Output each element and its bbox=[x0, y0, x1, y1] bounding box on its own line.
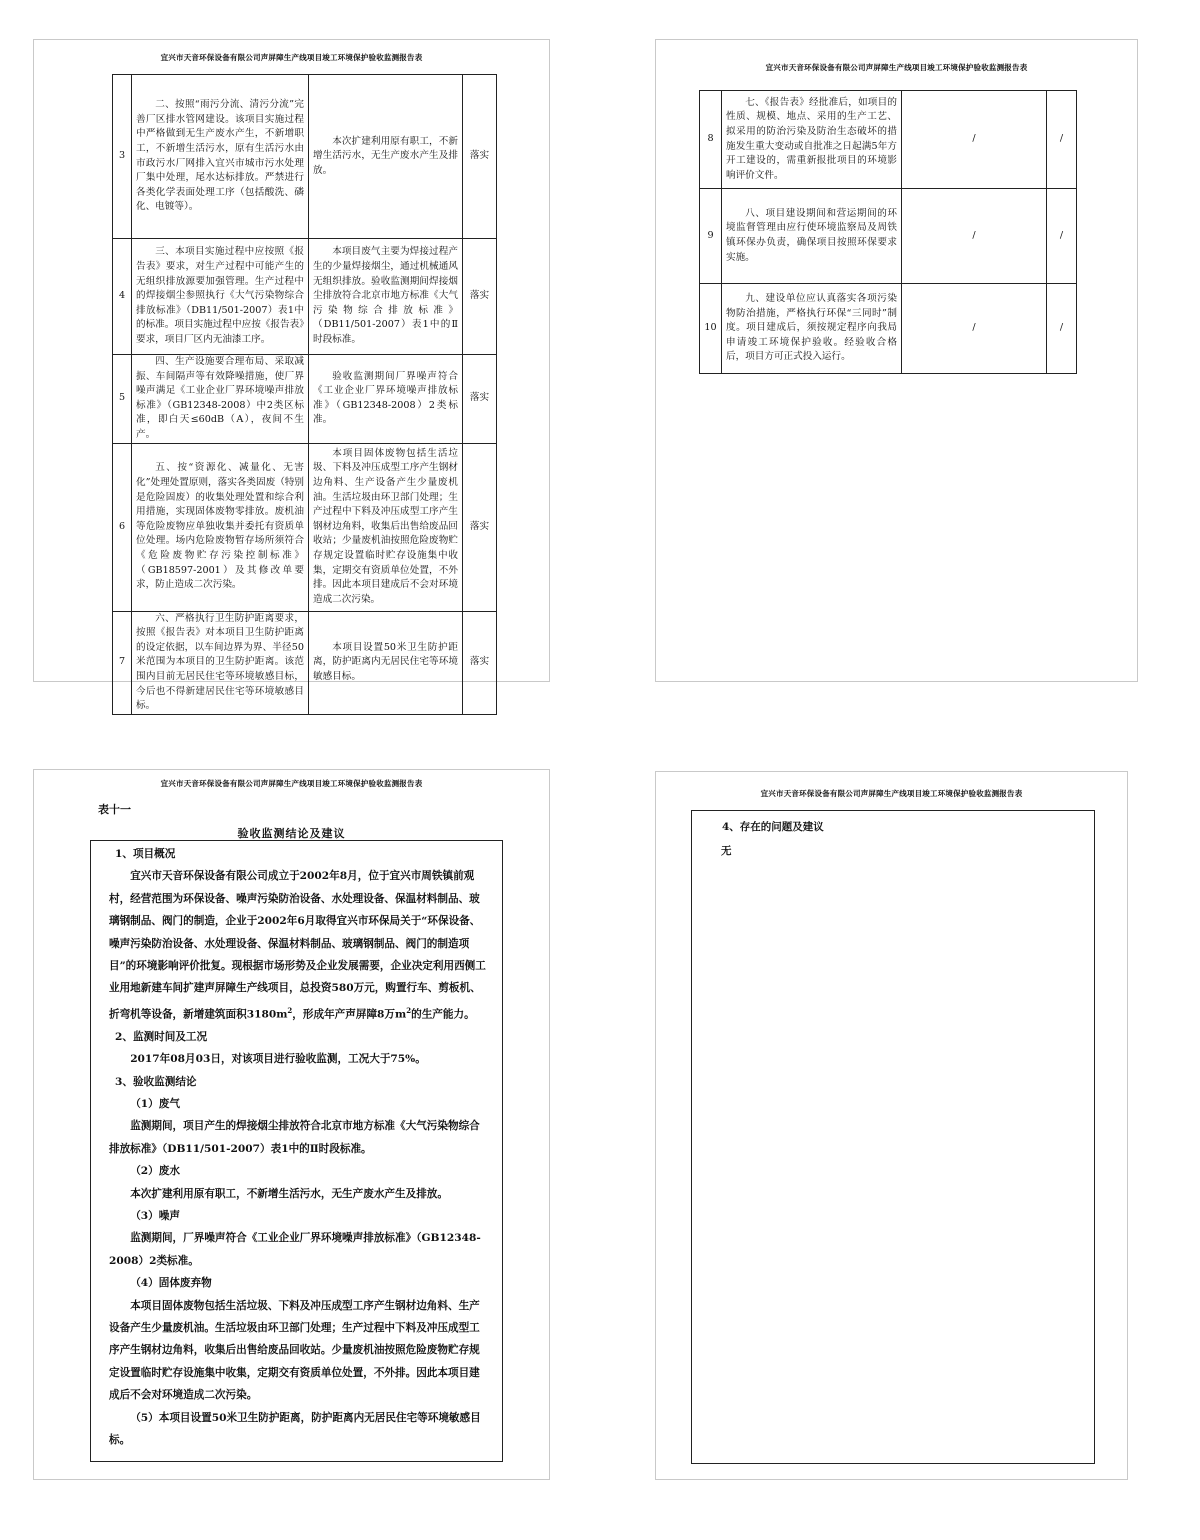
page-3 bbox=[33, 769, 550, 1480]
page-header: 宜兴市天音环保设备有限公司声屏障生产线项目竣工环境保护验收监测报告表 bbox=[765, 63, 1028, 72]
gas-text: 监测期间，项目产生的焊接烟尘排放符合北京市地方标准《大气污染物综合排放标准》（DB11/501-2007）表1中的Ⅱ时段标准。 bbox=[109, 1120, 480, 1155]
page-4 bbox=[655, 771, 1128, 1480]
issues-box bbox=[691, 810, 1095, 1464]
table-row bbox=[700, 91, 1077, 189]
protection-distance-text: （5）本项目设置50米卫生防护距离，防护距离内无居民住宅等环境敏感目标。 bbox=[109, 1411, 481, 1447]
gas-label: （1）废气 bbox=[130, 1098, 180, 1110]
implementation-cell: 本次扩建利用原有职工，不新增生活污水，无生产废水产生及排放。 bbox=[309, 75, 463, 239]
row-number: 8 bbox=[700, 91, 722, 189]
requirement-cell: 七、《报告表》经批准后，如项目的性质、规模、地点、采用的生产工艺、拟采用的防治污染及防治生态破坏的措施发生重大变动或自批准之日起满5年方开工建设的，需重新报批项目的环境影响评价文件。 bbox=[722, 91, 902, 189]
water-text: 本次扩建利用原有职工，不新增生活污水，无生产废水产生及排放。 bbox=[130, 1187, 448, 1200]
status-cell: / bbox=[1047, 91, 1077, 189]
table-row bbox=[113, 239, 497, 355]
requirement-cell: 九、建设单位应认真落实各项污染物防治措施，严格执行环保“三同时”制度。项目建成后，须按规定程序向我局申请竣工环境保护验收。经验收合格后，项目方可正式投入运行。 bbox=[722, 284, 902, 374]
table-row bbox=[113, 611, 497, 714]
requirement-cell: 二、按照“雨污分流、清污分流”完善厂区排水管网建设。该项目实施过程中严格做到无生产废水产生，不新增职工，不新增生活污水，原有生活污水由市政污水厂网排入宜兴市城市污水处理厂集中处理，尾水达标排放。严禁进行各类化学表面处理工序（包括酸洗、磷化、电镀等）。 bbox=[132, 75, 309, 239]
status-cell: / bbox=[1047, 284, 1077, 374]
monitoring-time-text: 2017年08月03日，对该项目进行验收监测，工况大于75%。 bbox=[130, 1053, 426, 1066]
table-number: 表十一 bbox=[98, 803, 131, 816]
row-number: 10 bbox=[700, 284, 722, 374]
table-row bbox=[700, 189, 1077, 284]
requirements-table bbox=[699, 90, 1077, 374]
project-overview-text: 宜兴市天音环保设备有限公司成立于2002年8月，位于宜兴市周铁镇前观村，经营范围为环保设备、噪声污染防治设备、水处理设备、保温材料制品、玻璃钢制品、阀门的制造，企业于2002年6月取得宜兴市环保局关于“环保设备、噪声污染防治设备、水处理设备、保温材料制品、玻璃钢制品、阀门的制造项目”的环境影响评价批复。现根据市场形势及企业发展需要，企业决定利用西侧工业用地新建车间扩建声屏障生产线项目，总投资580万元，购置行车、剪板机、折弯机等设备，新增建筑面积$3180m^2$，形成年产声屏障8万$m^2$的生产能力。 bbox=[109, 870, 486, 1021]
project-overview-heading: 1、项目概况 bbox=[115, 848, 176, 860]
status-cell: 落实 bbox=[463, 611, 497, 714]
issues-heading: 4、存在的问题及建议 bbox=[722, 821, 824, 833]
implementation-cell: / bbox=[902, 284, 1047, 374]
table-row bbox=[700, 284, 1077, 374]
row-number: 3 bbox=[113, 75, 132, 239]
conclusion-heading: 3、验收监测结论 bbox=[115, 1075, 197, 1088]
requirement-cell: 五、按“资源化、减量化、无害化”处理处置原则，落实各类固废（特别是危险固废）的收集处理处置和综合利用措施，实现固体废物零排放。废机油等危险废物应单独收集并委托有资质单位处理。场内危险废物暂存场所须符合《危险废物贮存污染控制标准》（GB18597-2001）及其修改单要求，防止造成二次污染。 bbox=[132, 443, 309, 611]
requirement-cell: 三、本项目实施过程中应按照《报告表》要求，对生产过程中可能产生的无组织排放源要加强管理。生产过程中的焊接烟尘参照执行《大气污染物综合排放标准》（DB11/501-2007）表1中的标准。项目实施过程中应按《报告表》要求，项目厂区内无油漆工序。 bbox=[132, 239, 309, 355]
row-number: 9 bbox=[700, 189, 722, 284]
status-cell: 落实 bbox=[463, 75, 497, 239]
section-title: 验收监测结论及建议 bbox=[237, 827, 346, 840]
implementation-cell: 验收监测期间厂界噪声符合《工业企业厂界环境噪声排放标准》（GB12348-2008）2类标准。 bbox=[309, 355, 463, 444]
page-header: 宜兴市天音环保设备有限公司声屏障生产线项目竣工环境保护验收监测报告表 bbox=[160, 779, 423, 788]
implementation-cell: / bbox=[902, 91, 1047, 189]
issues-text: 无 bbox=[721, 845, 732, 857]
requirements-table bbox=[112, 74, 497, 715]
row-number: 6 bbox=[113, 443, 132, 611]
requirement-cell: 四、生产设施要合理布局、采取减振、车间隔声等有效降噪措施，使厂界噪声满足《工业企业厂界环境噪声排放标准》（GB12348-2008）中2类区标准，即白天≤60dB（A），夜间不生产。 bbox=[132, 355, 309, 444]
status-cell: 落实 bbox=[463, 239, 497, 355]
monitoring-time-heading: 2、监测时间及工况 bbox=[115, 1030, 208, 1043]
water-label: （2）废水 bbox=[130, 1165, 180, 1178]
solid-waste-text: 本项目固体废物包括生活垃圾、下料及冲压成型工序产生钢材边角料、生产设备产生少量废机油。生活垃圾由环卫部门处理；生产过程中下料及冲压成型工序产生钢材边角料，收集后出售给废品回收站。少量废机油按照危险废物贮存规定设置临时贮存设施集中收集，定期交有资质单位处置，不外排。因此本项目建成后不会对环境造成二次污染。 bbox=[109, 1299, 480, 1402]
page-header: 宜兴市天音环保设备有限公司声屏障生产线项目竣工环境保护验收监测报告表 bbox=[760, 789, 1023, 798]
row-number: 7 bbox=[113, 611, 132, 714]
table-row bbox=[113, 355, 497, 444]
status-cell: / bbox=[1047, 189, 1077, 284]
page-header: 宜兴市天音环保设备有限公司声屏障生产线项目竣工环境保护验收监测报告表 bbox=[160, 53, 423, 62]
page-2 bbox=[655, 39, 1138, 682]
noise-text: 监测期间，厂界噪声符合《工业企业厂界环境噪声排放标准》（GB12348-2008）2类标准。 bbox=[109, 1232, 481, 1267]
implementation-cell: / bbox=[902, 189, 1047, 284]
page-1 bbox=[33, 39, 550, 712]
implementation-cell: 本项目固体废物包括生活垃圾、下料及冲压成型工序产生钢材边角料、生产设备产生少量废机油。生活垃圾由环卫部门处理；生产过程中下料及冲压成型工序产生钢材边角料，收集后出售给废品回收站；少量废机油按照危险废物贮存规定设置临时贮存设施集中收集，定期交有资质单位处置，不外排。因此本项目建成后不会对环境造成二次污染。 bbox=[309, 443, 463, 611]
noise-label: （3）噪声 bbox=[130, 1210, 180, 1223]
row-number: 5 bbox=[113, 355, 132, 444]
status-cell: 落实 bbox=[463, 355, 497, 444]
table-row bbox=[113, 443, 497, 611]
row-number: 4 bbox=[113, 239, 132, 355]
conclusion-box bbox=[90, 840, 503, 1462]
implementation-cell: 本项目设置50米卫生防护距离，防护距离内无居民住宅等环境敏感目标。 bbox=[309, 611, 463, 714]
requirement-cell: 六、严格执行卫生防护距离要求，按照《报告表》对本项目卫生防护距离的设定依据，以车间边界为界、半径50米范围为本项目的卫生防护距离。该范围内目前无居民住宅等环境敏感目标，今后也不得新建居民住宅等环境敏感目标。 bbox=[132, 611, 309, 714]
status-cell: 落实 bbox=[463, 443, 497, 611]
solid-waste-label: （4）固体废弃物 bbox=[130, 1277, 212, 1290]
table-row bbox=[113, 75, 497, 239]
requirement-cell: 八、项目建设期间和营运期间的环境监督管理由应行使环境监察局及周铁镇环保办负责，确保项目按照环保要求实施。 bbox=[722, 189, 902, 284]
implementation-cell: 本项目废气主要为焊接过程产生的少量焊接烟尘，通过机械通风无组织排放。验收监测期间焊接烟尘排放符合北京市地方标准《大气污染物综合排放标准》（DB11/501-2007）表1中的Ⅱ时段标准。 bbox=[309, 239, 463, 355]
